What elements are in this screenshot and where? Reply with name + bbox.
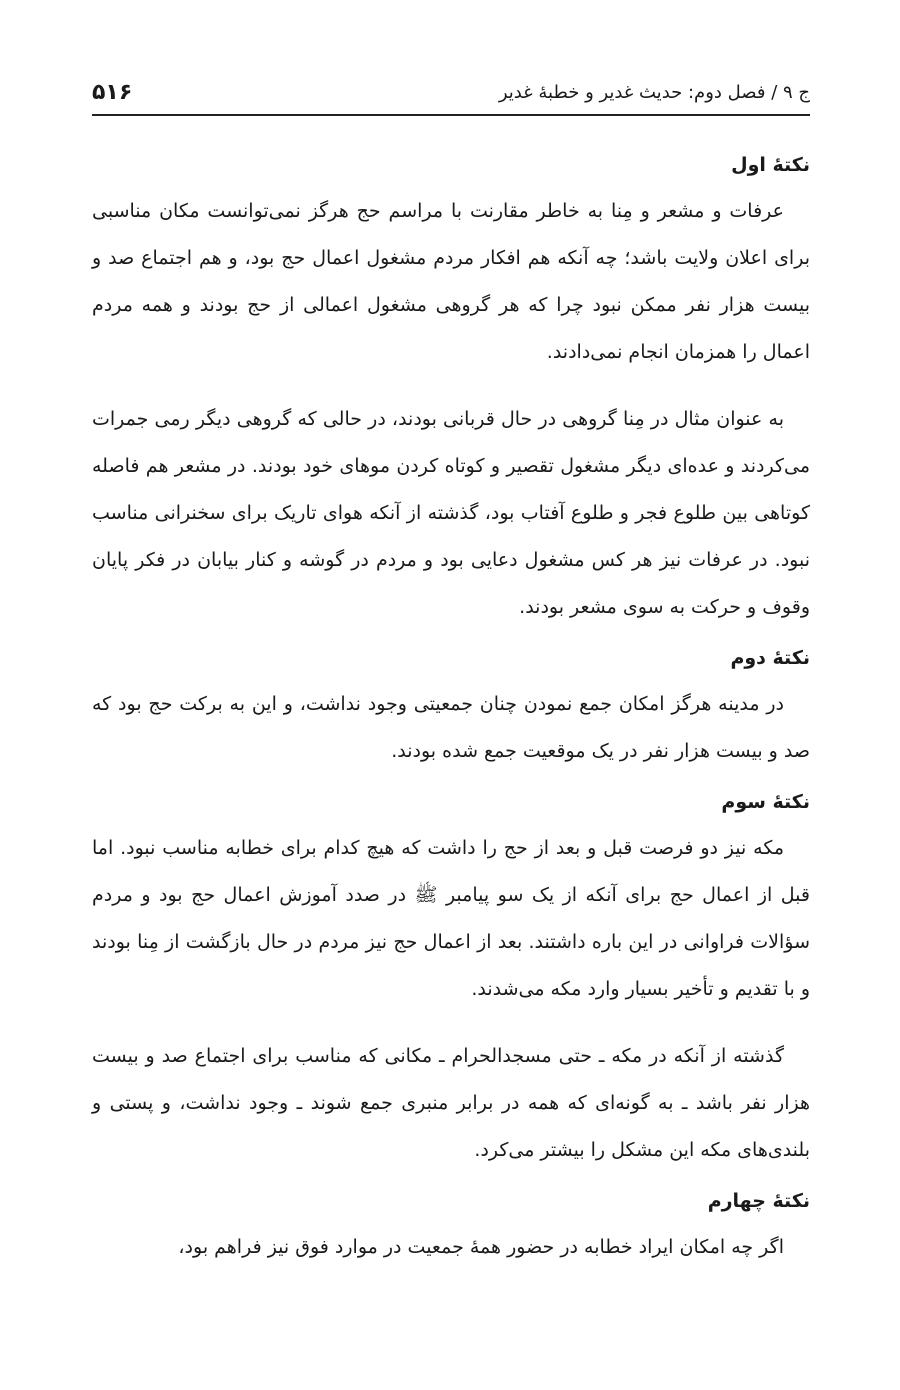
book-page — [92, 70, 810, 1271]
section-4-paragraph-1: اگر چه امکان ایراد خطابه در حضور همهٔ جمعیت در موارد فوق نیز فراهم بود، — [178, 1236, 784, 1258]
section-heading-3: نکتهٔ سوم — [721, 791, 810, 813]
page-content — [92, 150, 810, 1271]
section-heading-2: نکتهٔ دوم — [730, 647, 810, 669]
section-1-paragraph-1: عرفات و مشعر و مِنا به خاطر مقارنت با مراسم حج هرگز نمی‌توانست مکان مناسبی برای اعلان ولایت باشد؛ چه آنکه هم افکار مردم مشغول اعمال حج بود، و هم اجتماع صد و بیست هزار نفر ممکن نبود چرا که هر گروهی مشغول اعمالی از حج بودند و همه مردم اعمال را همزمان انجام نمی‌دادند. — [92, 200, 810, 363]
page-number: ۵۱۶ — [92, 80, 133, 105]
section-2-paragraph-1: در مدینه هرگز امکان جمع نمودن چنان جمعیتی وجود نداشت، و این به برکت حج بود که صد و بیست هزار نفر در یک موقعیت جمع شده بودند. — [92, 693, 810, 762]
section-1-paragraph-2: به عنوان مثال در مِنا گروهی در حال قربانی بودند، در حالی که گروهی دیگر رمی جمرات می‌کردند و عده‌ای دیگر مشغول تقصیر و کوتاه کردن موهای خود بودند. در مشعر هم فاصله کوتاهی بین طلوع فجر و طلوع آفتاب بود، گذشته از آنکه هوای تاریک برای سخنرانی مناسب نبود. در عرفات نیز هر کس مشغول دعایی بود و مردم در گوشه و کنار بیابان در فکر پایان وقوف و حرکت به سوی مشعر بودند. — [92, 408, 810, 618]
section-3-paragraph-1: مکه نیز دو فرصت قبل و بعد از حج را داشت که هیچ کدام برای خطابه مناسب نبود. اما قبل از اعمال حج برای آنکه از یک سو پیامبر ﷺ در صدد آموزش اعمال حج بود و مردم سؤالات فراوانی در این باره داشتند. بعد از اعمال حج نیز مردم در حال بازگشت از مِنا بودند و با تقدیم و تأخیر بسیار وارد مکه می‌شدند. — [92, 837, 810, 1000]
section-3-paragraph-2: گذشته از آنکه در مکه ـ حتی مسجدالحرام ـ مکانی که مناسب برای اجتماع صد و بیست هزار نفر باشد ـ به گونه‌ای که همه در برابر منبری جمع شوند ـ وجود نداشت، و پستی و بلندی‌های مکه این مشکل را بیشتر می‌کرد. — [92, 1045, 810, 1161]
section-heading-1: نکتهٔ اول — [731, 154, 810, 176]
running-header-title: ج ۹ / فصل دوم: حدیث غدیر و خطبهٔ غدیر — [498, 82, 810, 103]
running-header — [92, 70, 810, 116]
section-heading-4: نکتهٔ چهارم — [707, 1190, 810, 1212]
